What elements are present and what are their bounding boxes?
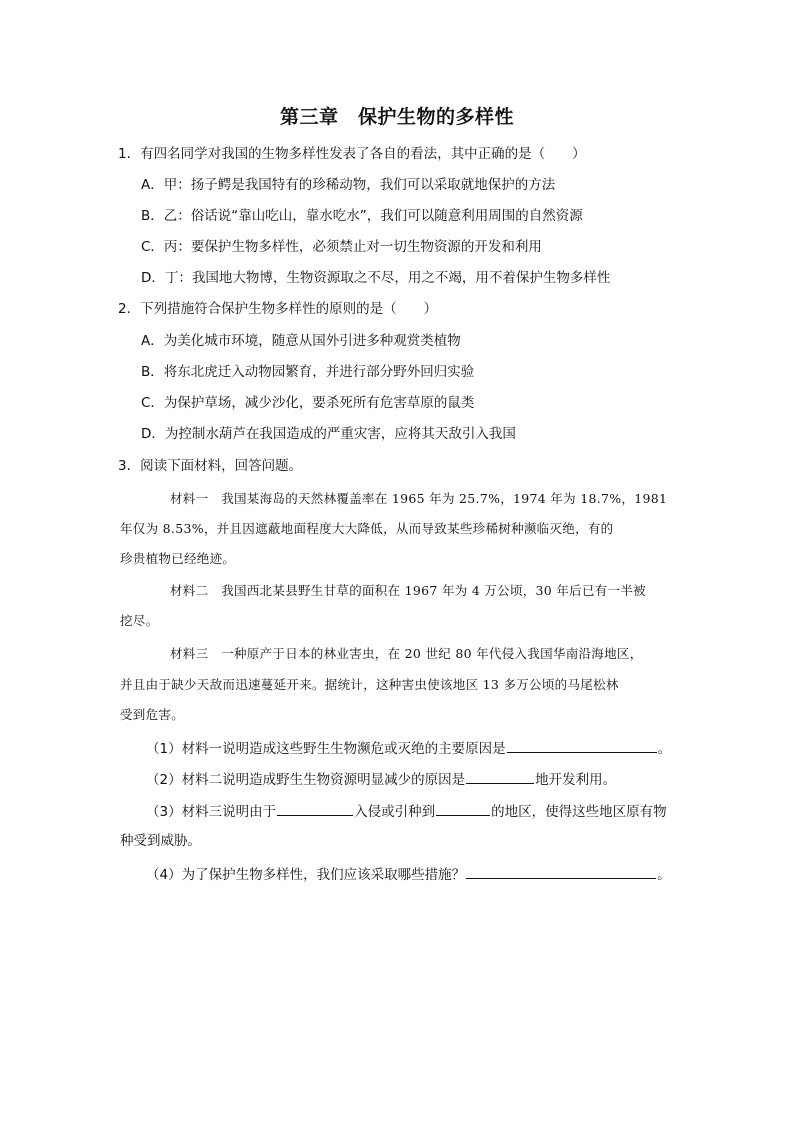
question-1-option-d: D．丁：我国地大物博，生物资源取之不尽，用之不竭，用不着保护生物多样性: [141, 270, 611, 286]
sub-question-3-line-2: 种受到威胁。: [120, 833, 201, 849]
sub-question-4-text: （4）为了保护生物多样性，我们应该采取哪些措施？: [146, 867, 466, 883]
page-title: 第三章 保护生物的多样性: [279, 106, 514, 128]
material-2-line-2: 挖尽。: [120, 613, 159, 628]
sub-question-1-text: （1）材料一说明造成这些野生生物濒危或灭绝的主要原因是: [146, 741, 506, 757]
sub-question-4-end: 。: [657, 867, 671, 883]
material-1-line-2: 年仅为 8.53%，并且因遮蔽地面程度大大降低，从而导致某些珍稀树种濒临灭绝，有的: [120, 521, 614, 536]
sub-question-3-end: 的地区，使得这些地区原有物: [491, 804, 667, 820]
sub-question-1-end: 。: [657, 741, 672, 757]
answer-blank-2[interactable]: [466, 769, 534, 784]
answer-blank-4[interactable]: [466, 864, 656, 879]
material-3-line-3: 受到危害。: [120, 707, 185, 722]
sub-question-4: [146, 864, 671, 884]
sub-question-3-text: （3）材料三说明由于: [146, 804, 277, 820]
sub-question-1: [146, 738, 671, 758]
material-3-line-2: 并且由于缺少天敌而迅速蔓延开来。据统计，这种害虫使该地区 13 多万公顷的马尾松林: [120, 677, 619, 692]
answer-blank-1[interactable]: [507, 738, 657, 753]
question-1-option-c: C．丙：要保护生物多样性，必须禁止对一切生物资源的开发和利用: [141, 239, 542, 255]
material-1-line-1: 材料一 我国某海岛的天然林覆盖率在 1965 年为 25.7%，1974 年为 18.7%，1981: [170, 491, 668, 506]
sub-question-2-text: （2）材料二说明造成野生生物资源明显减少的原因是: [146, 772, 466, 788]
question-2-option-d: D．为控制水葫芦在我国造成的严重灾害，应将其天敌引入我国: [141, 426, 516, 442]
material-2-line-1: 材料二 我国西北某县野生甘草的面积在 1967 年为 4 万公顷，30 年后已有一半被: [170, 583, 646, 598]
question-3-stem: 3．阅读下面材料，回答问题。: [118, 458, 303, 474]
sub-question-3: [146, 801, 667, 821]
question-1-option-b: B．乙：俗话说“靠山吃山，靠水吃水”，我们可以随意利用周围的自然资源: [141, 208, 583, 224]
question-2-stem: 2．下列措施符合保护生物多样性的原则的是（ ）: [118, 301, 438, 317]
question-1-stem: 1．有四名同学对我国的生物多样性发表了各自的看法，其中正确的是（ ）: [118, 146, 586, 162]
material-1-line-3: 珍贵植物已经绝迹。: [120, 551, 236, 566]
question-2-option-a: A．为美化城市环境，随意从国外引进多种观赏类植物: [141, 333, 461, 349]
sub-question-2: [146, 769, 616, 789]
question-2-option-b: B．将东北虎迁入动物园繁育，并进行部分野外回归实验: [141, 364, 475, 380]
sub-question-2-end: 地开发利用。: [535, 772, 617, 788]
material-3-line-1: 材料三 一种原产于日本的林业害虫，在 20 世纪 80 年代侵入我国华南沿海地区，: [170, 646, 643, 661]
question-2-option-c: C．为保护草场，减少沙化，要杀死所有危害草原的鼠类: [141, 395, 475, 411]
answer-blank-3a[interactable]: [277, 801, 353, 816]
answer-blank-3b[interactable]: [436, 801, 490, 816]
question-1-option-a: A．甲：扬子鳄是我国特有的珍稀动物，我们可以采取就地保护的方法: [141, 177, 556, 193]
sub-question-3-middle: 入侵或引种到: [354, 804, 436, 820]
